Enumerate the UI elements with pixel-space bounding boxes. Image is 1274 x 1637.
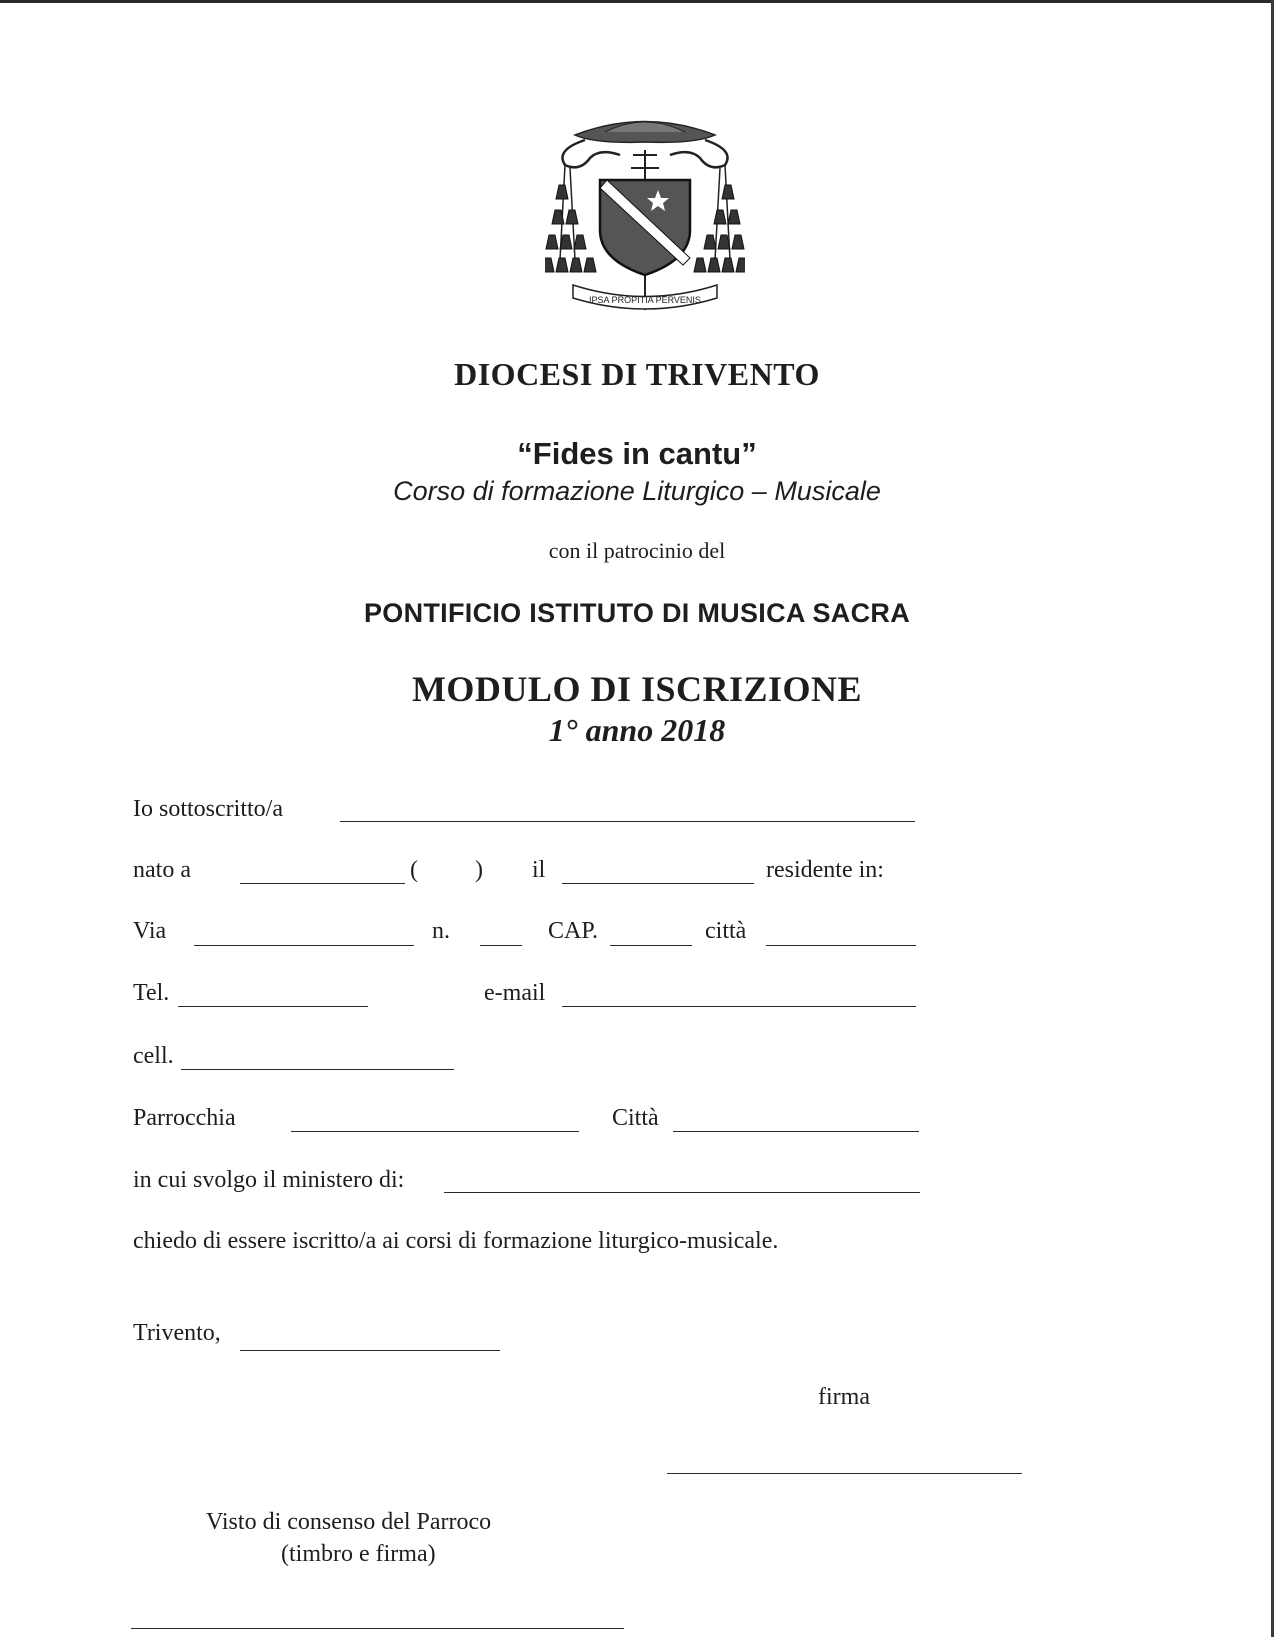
- undersigned-label: Io sottoscritto/a: [133, 796, 283, 822]
- consent-label: Visto di consenso del Parroco: [206, 1509, 492, 1535]
- street-label: Via: [133, 918, 167, 944]
- scan-top-edge: [0, 0, 1274, 3]
- email-field[interactable]: [562, 1006, 916, 1007]
- birthdate-field[interactable]: [562, 883, 754, 884]
- course-name: “Fides in cantu”: [517, 436, 757, 471]
- ministry-label: in cui svolgo il ministero di:: [133, 1167, 405, 1193]
- form-year: 1° anno 2018: [548, 712, 726, 748]
- episcopal-coat-of-arms-icon: [545, 110, 745, 328]
- date-field[interactable]: [240, 1350, 500, 1351]
- patron-institute: PONTIFICIO ISTITUTO DI MUSICA SACRA: [363, 598, 910, 628]
- course-subtitle: Corso di formazione Liturgico – Musicale: [393, 476, 881, 506]
- birthplace-field[interactable]: [240, 883, 405, 884]
- parish-label: Parrocchia: [133, 1105, 236, 1131]
- city-field[interactable]: [766, 945, 916, 946]
- phone-label: Tel.: [133, 980, 170, 1006]
- paren-open: (: [410, 857, 418, 883]
- form-title: MODULO DI ISCRIZIONE: [411, 669, 863, 709]
- signature-label: firma: [818, 1384, 870, 1410]
- postcode-label: CAP.: [548, 918, 599, 944]
- ministry-field[interactable]: [444, 1192, 920, 1193]
- priest-signature-field[interactable]: [131, 1628, 624, 1629]
- undersigned-field[interactable]: [340, 821, 915, 822]
- resident-label: residente in:: [766, 857, 884, 883]
- street-field[interactable]: [194, 945, 414, 946]
- consent-sublabel: (timbro e firma): [281, 1541, 436, 1567]
- parish-city-label: Città: [612, 1105, 659, 1131]
- request-statement: chiedo di essere iscritto/a ai corsi di formazione liturgico-musicale.: [133, 1228, 779, 1254]
- place-label: Trivento,: [133, 1320, 221, 1346]
- paren-close: ): [475, 857, 483, 883]
- parish-city-field[interactable]: [673, 1131, 919, 1132]
- number-label: n.: [432, 918, 450, 944]
- patronage-intro: con il patrocinio del: [548, 538, 726, 563]
- emblem-motto: IPSA PROPITIA PERVENIS: [589, 295, 701, 305]
- birthdate-label: il: [532, 857, 546, 883]
- born-in-label: nato a: [133, 857, 191, 883]
- mobile-field[interactable]: [181, 1069, 454, 1070]
- number-field[interactable]: [480, 945, 522, 946]
- postcode-field[interactable]: [610, 945, 692, 946]
- mobile-label: cell.: [133, 1043, 174, 1069]
- diocese-title: DIOCESI DI TRIVENTO: [454, 356, 820, 392]
- phone-field[interactable]: [178, 1006, 368, 1007]
- city-label: città: [705, 918, 747, 944]
- signature-field[interactable]: [667, 1473, 1022, 1474]
- parish-field[interactable]: [291, 1131, 579, 1132]
- email-label: e-mail: [484, 980, 546, 1006]
